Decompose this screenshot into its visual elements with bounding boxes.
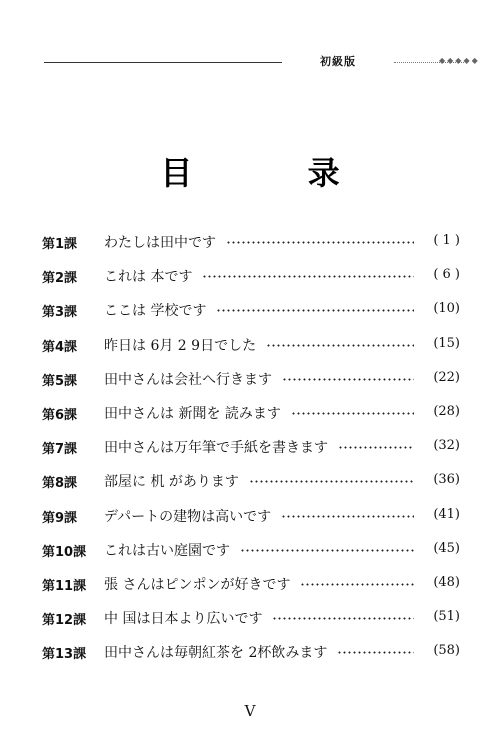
toc-entry [42,496,460,530]
lesson-title: これは古い庭園です [104,542,230,559]
page-ref: (22) [433,369,460,385]
lesson-title: デパートの建物は高いです [104,508,272,525]
page-ref: ( 6 ) [433,267,460,283]
page-ref: (15) [433,335,460,351]
page-ref: (41) [433,506,460,522]
dot-leader [240,549,414,552]
toc-entry [42,290,460,324]
lesson-number: 第4課 [42,339,78,355]
lesson-title: 部屋に 机 があります [104,474,239,491]
page-ref: (32) [433,438,460,454]
dot-leader [300,583,414,586]
lesson-number: 第2課 [42,271,78,287]
page-ref: (48) [433,574,460,590]
page-title: 目 录 [160,154,392,192]
edition-label: 初級版 [320,55,356,68]
lesson-number: 第10課 [42,544,87,560]
dot-leader [202,275,414,278]
lesson-title: ここは 学校です [104,303,207,320]
page-ref: (36) [433,472,460,488]
lesson-number: 第13課 [42,647,87,663]
dot-leader [266,344,414,347]
lesson-number: 第3課 [42,305,78,321]
lesson-title: 張 さんはピンポンが好きです [104,576,291,593]
table-of-contents [42,222,460,666]
header-ornament: ◆◆◆◆◆ [439,56,480,65]
toc-entry [42,393,460,427]
toc-entry [42,222,460,256]
lesson-title: これは 本です [104,269,193,286]
lesson-title: 田中さんは万年筆で手紙を書きます [104,440,328,457]
lesson-title: わたしは田中です [104,235,216,251]
running-header [44,54,480,70]
lesson-number: 第6課 [42,407,78,423]
page-ref: ( 1 ) [433,233,460,248]
toc-entry [42,256,460,290]
lesson-number: 第7課 [42,442,78,458]
lesson-title: 田中さんは 新聞を 読みます [104,405,281,422]
lesson-number: 第11課 [42,578,87,594]
dot-leader [216,309,414,312]
lesson-title: 中 国は日本より広いです [104,611,263,628]
page-ref: (51) [433,609,460,625]
dot-leader [282,378,414,381]
dot-leader [291,412,414,415]
lesson-number: 第8課 [42,476,78,492]
lesson-number: 第1課 [42,237,78,252]
dot-leader [281,515,414,518]
lesson-title: 田中さんは会社へ行きます [104,371,272,388]
toc-entry [42,325,460,359]
toc-entry [42,598,460,632]
dot-leader [337,651,414,654]
lesson-number: 第9課 [42,510,78,526]
toc-entry [42,427,460,461]
dot-leader [338,446,414,449]
lesson-number: 第12課 [42,613,87,629]
lesson-title: 田中さんは毎朝紅茶を 2杯飲みます [104,645,328,662]
toc-entry [42,530,460,564]
dot-leader [249,480,414,483]
dot-leader [226,241,414,244]
toc-entry [42,359,460,393]
header-rule-left [44,62,282,63]
page-ref: (45) [433,540,460,556]
page-ref: (10) [433,301,460,317]
toc-entry [42,564,460,598]
page-ref: (28) [433,403,460,419]
page-ref: (58) [433,643,460,659]
lesson-number: 第5課 [42,373,78,389]
toc-entry [42,461,460,495]
dot-leader [272,617,414,620]
toc-entry [42,632,460,666]
lesson-title: 昨日は 6月 2 9日でした [104,337,257,354]
page-number: V [244,702,256,720]
